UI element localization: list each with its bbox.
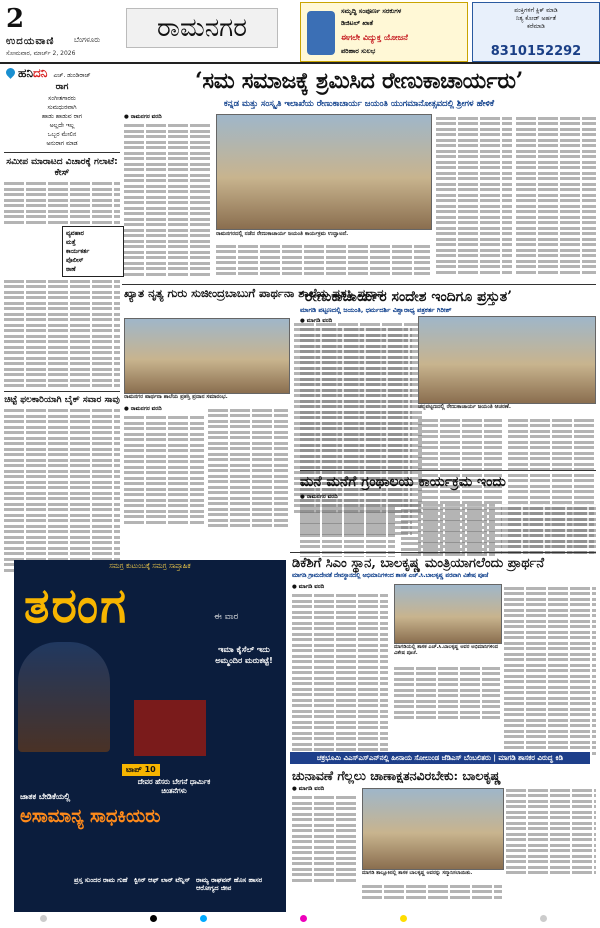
header-ad-left[interactable]: ಸಮೃದ್ಧಿ ಸಂಪೂರ್ಣ ಸರಕುಗಳ ಡಿಜಿಟಲ್ ಖಾತೆ ಈಗಲೇ ವಿದ್ಯುಕ್ತ ಯೋಜನೆ ಪರಿಹಾರ ಸುಲಭ [300, 2, 468, 62]
left-story-1-headline: ಸಮೀಪ ಮಾರಾಟದ ವಿಚಾರಕ್ಕೆ ಗಲಾಟೆ: ಕೇಸ್ [6, 157, 118, 178]
lead-body-col-1: ● ರಾಮನಗರ ವರದಿ [124, 114, 210, 278]
award-photo [124, 318, 290, 394]
message-photo [418, 316, 596, 404]
cover-photo [18, 642, 110, 752]
left-column [4, 80, 120, 574]
taranga-title: ತರಂಗ [24, 578, 129, 634]
election-photo [362, 788, 504, 870]
region-title: ರಾಮನಗರ [126, 8, 278, 48]
page-number: 2 [6, 4, 25, 34]
lead-photo [216, 114, 432, 230]
body-text [4, 182, 120, 224]
cm-caption: ಮಾಗಡಿಯಲ್ಲಿ ಶಾಸಕ ಎಚ್.ಸಿ.ಬಾಲಕೃಷ್ಣ ಅವರ ಅಭಿಮಾನಿಗಳಿಂದ ವಿಶೇಷ ಪೂಜೆ. [394, 644, 498, 656]
page-header [0, 0, 600, 64]
award-headline: ಖ್ಯಾತ ನೃತ್ಯ ಗುರು ಸುಜೀಂದ್ರಬಾಬುಗೆ ಪಾರ್ಥನಾ ಶಾಲೆಯ ಪ್ರಶಸ್ತಿ ಪ್ರದಾನ [124, 286, 384, 300]
library-headline: ಮನೆ ಮನೆಗೆ ಗ್ರಂಥಾಲಯ ಕಾರ್ಯಕ್ರಮ ಇಂದು [300, 474, 506, 490]
poem-box: ರಾಗ ಸಂಗೀತಗಾರರು ಸುಮಧುರವಾಗಿ ಹಾಡು ಹಾಡುವ ರಾಗ ಅಲ್ಲದೇ ಇಲ್ಲ ಒಬ್ಬರ ಮೇಲಿನ ಅನುರಾಗ ಮಾಡ [4, 80, 120, 153]
cm-body-2 [394, 664, 500, 722]
column-logo: ಹನಿದನಿ ಎಚ್. ಡುಂಡಿರಾಜ್ [6, 66, 91, 81]
divider [290, 552, 596, 553]
lead-body-col-4 [516, 114, 596, 276]
date-line: ಸೋಮವಾರ, ಮಾರ್ಚ್ 2, 2026 [6, 50, 76, 57]
cm-body-3 [504, 584, 596, 757]
side-box: ವ್ಯವಹಾರ ಮತ್ತೆ ಕಾರ್ಯಕರ್ತ ಪೊಲೀಸ್ ಠಾಣೆ [62, 226, 124, 277]
award-caption: ರಾಮನಗರ ಪಾರ್ಥನಾ ಶಾಲೆಯ ಪ್ರಶಸ್ತಿ ಪ್ರದಾನ ಸಮಾರಂಭ. [124, 394, 228, 400]
lead-photo-caption: ರಾಮನಗರದಲ್ಲಿ ನಡೆದ ರೇಣುಕಾಚಾರ್ಯ ಜಯಂತಿ ಕಾರ್ಯಕ್ರಮ ಉದ್ಘಾಟನೆ. [216, 231, 349, 237]
lead-body-col-3 [436, 114, 512, 276]
election-headline: ಚುನಾವಣೆ ಗೆಲ್ಲಲು ಚಾಣಾಕ್ಷತನವಿರಬೇಕು: ಬಾಲಕೃಷ್ಣ [292, 768, 501, 783]
election-body-1: ● ಮಾಗಡಿ ವರದಿ [292, 786, 358, 884]
left-story-2-headline: ಚಿಟ್ಟೆ ಫಲಕಾರಿಯಾಗಿ ಬೈಕ್ ಸವಾರ ಸಾವು [4, 391, 120, 406]
news-strip: ಚಕ್ರಭೂಮಿ ವಿಎಸ್‌ಎಸ್‌ಎನ್‌ನಲ್ಲಿ ಹೀನಾಯ ಸೋಲುಂಡ ಜೆಡಿಎಸ್ ಬೆಂಬಲಿತರು | ಮಾಗಡಿ ಶಾಸಕರ ವಿರುದ್ಧ ಕಿಡಿ [290, 752, 590, 764]
election-body-3 [506, 786, 596, 877]
divider [300, 470, 596, 471]
award-body-1: ● ರಾಮನಗರ ವರದಿ [124, 406, 204, 526]
cm-deck: ಮಾಗಡಿ ಗ್ರಾಮದೇವತೆ ದೇವಸ್ಥಾನದಲ್ಲಿ ಅಭಿಮಾನಿಗಳಿಂದ ಶಾಸಕ ಎಚ್.ಸಿ.ಬಾಲಕೃಷ್ಣ ಪರವಾಗಿ ವಿಶೇಷ ಪೂಜೆ [292, 573, 489, 579]
drop-icon [4, 66, 17, 79]
header-ad-right[interactable]: ಪಂಕ್ತಿಗಳಿಗೆ ಕ್ಲಿಕ್ ಮಾಡಿ ನಿತ್ಯ ಕೋಡ್ ಅರ್ಹತೆ ಕರೆಮಾಡಿ 8310152292 [472, 2, 600, 62]
cm-body-1: ● ಮಾಗಡಿ ವರದಿ [292, 584, 388, 754]
message-headline: ‘ರೇಣುಕಾಚಾರ್ಯರ ಸಂದೇಶ ಇಂದಿಗೂ ಪ್ರಸ್ತುತ’ [300, 289, 513, 305]
message-deck: ಮಾಗಡಿ ಪಟ್ಟಣದಲ್ಲಿ ಜಯಂತಿ, ಧರ್ಮದರ್ಶಿ ವಿಶ್ವಾರಾಧ್ಯ ಪತ್ರಕರ್ತ ಗಿರೀಶ್ [300, 306, 452, 314]
body-text [4, 409, 120, 572]
lead-headline: ‘ಸಮ ಸಮಾಜಕ್ಕೆ ಶ್ರಮಿಸಿದ ರೇಣುಕಾಚಾರ್ಯರು’ [194, 68, 524, 94]
election-body-2 [362, 882, 502, 901]
message-caption: ಚನ್ನಪಟ್ಟಣದಲ್ಲಿ ರೇಣುಕಾಚಾರ್ಯ ಜಯಂತಿ ಆಚರಣೆ. [418, 404, 511, 410]
library-body: ● ರಾಮನಗರ ವರದಿ [300, 494, 596, 556]
message-body-1: ● ಮಾಗಡಿ ವರದಿ [300, 318, 412, 537]
cm-headline: ಡಿಕೆಶಿಗೆ ಸಿಎಂ ಸ್ಥಾನ, ಬಾಲಕೃಷ್ಣ ಮಂತ್ರಿಯಾಗಲೆಂದು ಪ್ರಾರ್ಥನೆ [292, 556, 545, 571]
divider [300, 284, 596, 285]
award-body-2 [208, 406, 288, 530]
election-caption: ಮಾಗಡಿ ತಾಲ್ಲೂಕಿನಲ್ಲಿ ಶಾಸಕ ಬಾಲಕೃಷ್ಣ ಅವರನ್ನು ಸನ್ಮಾನಿಸಲಾಯಿತು. [362, 870, 473, 876]
body-text [4, 280, 120, 388]
print-registration-marks [0, 912, 600, 926]
lead-deck: ಕನ್ನಡ ಮತ್ತು ಸಂಸ್ಕೃತಿ ಇಲಾಖೆಯ ರೇಣುಕಾಚಾರ್ಯ ಜಯಂತಿ ಯುಗಮಾನೋತ್ಸವದಲ್ಲಿ ಶ್ರೀಗಳ ಹೇಳಿಕೆ [223, 99, 495, 109]
phone-icon [307, 11, 335, 55]
inset-photo [134, 700, 206, 756]
ad-phone-number[interactable]: 8310152292 [490, 44, 582, 59]
lead-body-col-2 [216, 242, 430, 278]
taranga-ad[interactable]: ಸಮಗ್ರ ಕುಟುಂಬಕ್ಕೆ ಸಮಗ್ರ ಸಾಪ್ತಾಹಿಕ ತರಂಗ ಈ ವಾರ ಇಮಾ ಕೈಸೆಲ್ ಇದು ಅಮ್ಮಂದಿರ ಮರುಕಟ್ಟೆ! ಟಾಪ್ 10 ದೇವರ ಹೆಸರು ಬೇಗನೆ ಧಾರ್ಮಿಕ ಚಿಂತನೆಗಳು ಜಾತಕ ಬೇಡಿಕೆಯಲ್ಲಿ ಅಸಾಮಾನ್ಯ ಸಾಧಕಿಯರು ಪ್ರಸ್ತ ಸುಂದರ ರಾಮ ಗುಹೆ ಕ್ವೀನ್ ಆಫ್ ಲಾನ್ ಟೆನ್ನಿಸ್ ರಾಮ್ಯ ರಾಘವನ್ ಹೊಸ ಹಾಸರ ಆರೋಗ್ಯದ ಜೀವ [14, 560, 286, 912]
paper-name: ಉದಯವಾಣಿ [6, 36, 55, 47]
cm-photo [394, 584, 502, 644]
paper-city: ಬೆಂಗಳೂರು [74, 36, 101, 44]
